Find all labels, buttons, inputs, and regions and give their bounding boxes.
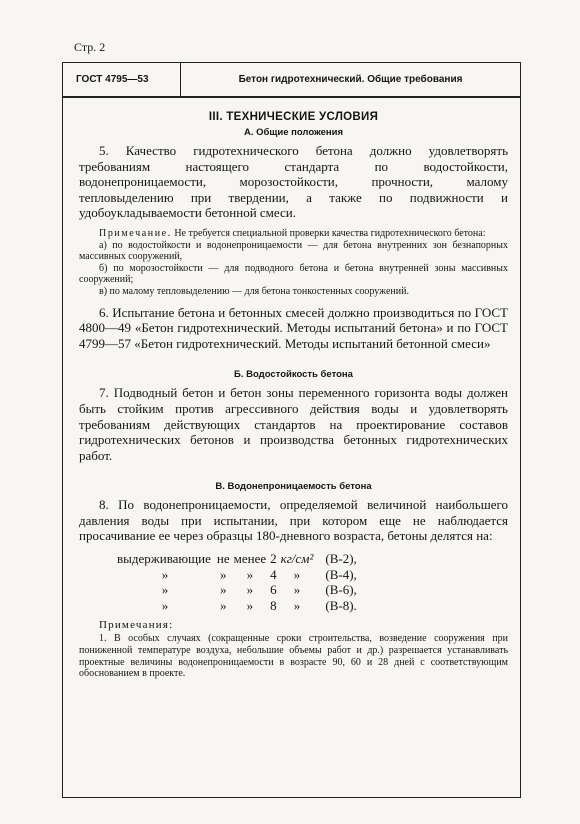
section-title: III. ТЕХНИЧЕСКИЕ УСЛОВИЯ <box>208 111 379 123</box>
table-cell: не <box>216 551 230 567</box>
paragraph-8: 8. По водонепроницаемости, определяемой величиной наибольшего давления воды при испытании, при котором еще не наблюдается просачивание ее через образцы 180-дневного возраста, бетоны делятся на: <box>79 497 508 544</box>
note-item-c: в) по малому тепловыделению — для бетона тонкостенных сооружений. <box>99 285 409 297</box>
paragraph-7: 7. Подводный бетон и бетон зоны переменного горизонта воды должен быть стойким против агрессивного действия воды и удовлетворять требованиям действующих стандартов на проектирование составов гидротехнических бетонов и производства бетонных гидротехнических работ. <box>79 385 508 463</box>
table-cell: 6 <box>270 582 277 598</box>
table-cell: выдерживающие <box>117 551 211 567</box>
standard-code: ГОСТ 4795—53 <box>63 63 181 96</box>
table-cell: 2 <box>270 551 277 567</box>
page-number: Стр. 2 <box>74 40 106 54</box>
note-item-b: б) по морозостойкости — для подводного бетона и бетона внутренней зоны массивных сооружений; <box>79 262 508 286</box>
table-cell: » <box>220 566 227 582</box>
table-cell: (В-6), <box>325 582 357 598</box>
table-cell: (В-2), <box>325 551 357 567</box>
table-cell: » <box>220 582 227 598</box>
table-row <box>117 567 361 583</box>
table-cell: » <box>220 597 227 613</box>
subheading-impermeability: В. Водонепроницаемость бетона <box>215 481 372 493</box>
table-cell: (В-4), <box>325 566 357 582</box>
table-row <box>117 582 361 598</box>
table-cell: » <box>161 582 169 598</box>
table-cell: 4 <box>270 566 277 582</box>
table-cell: » <box>246 582 254 598</box>
paragraph-6: 6. Испытание бетона и бетонных смесей должно производиться по ГОСТ 4800—49 «Бетон гидротехнический. Методы испытаний бетона» и по ГОСТ 4799—57 «Бетон гидротехнический. Методы испытаний бетонной смеси» <box>79 304 508 351</box>
running-header <box>63 63 520 98</box>
table-row <box>117 551 361 567</box>
table-row <box>117 598 361 614</box>
table-cell: кг/см² <box>280 551 314 567</box>
table-cell: » <box>293 582 301 598</box>
note-item-a: а) по водостойкости и водонепроницаемости — для бетона внутренних зон безнапорных массивных сооружений, <box>79 239 508 263</box>
document-body <box>79 111 508 680</box>
note-1: 1. В особых случаях (сокращенные сроки строительства, возведение сооружения при пониженной температуре воздуха, небольшие объемы работ и др.) разрешается устанавливать проектные величины водонепроницаемости в возрасте 90, 60 и 28 дней с соответствующим обоснованием в проекте. <box>79 633 508 680</box>
notes-title: Примечания: <box>99 619 174 632</box>
note-block <box>79 228 508 240</box>
paragraph-5: 5. Качество гидротехнического бетона должно удовлетворять требованиям настоящего стандарта по водостойкости, водонепроницаемости, морозостойкости, прочности, малому тепловыделению при твердении, а также по подвижности и удобоукладываемости бетонной смеси. <box>79 143 508 221</box>
note-text: Не требуется специальной проверки качества гидротехнического бетона: <box>171 227 486 239</box>
impermeability-grades-table <box>117 551 361 613</box>
table-cell: » <box>161 566 169 582</box>
header-title: Бетон гидротехнический. Общие требования <box>238 74 463 85</box>
table-cell: » <box>161 597 169 613</box>
note-label: Примечание. <box>99 227 172 239</box>
subheading-general: А. Общие положения <box>243 127 344 138</box>
table-cell: » <box>246 597 254 613</box>
table-cell: (В-8). <box>325 597 357 613</box>
page-frame <box>62 62 521 798</box>
table-cell: 8 <box>270 597 277 613</box>
table-cell: » <box>293 566 301 582</box>
subheading-water-resistance: Б. Водостойкость бетона <box>234 369 353 381</box>
table-cell: менее <box>233 551 267 567</box>
table-cell: » <box>293 597 301 613</box>
table-cell: » <box>246 566 254 582</box>
